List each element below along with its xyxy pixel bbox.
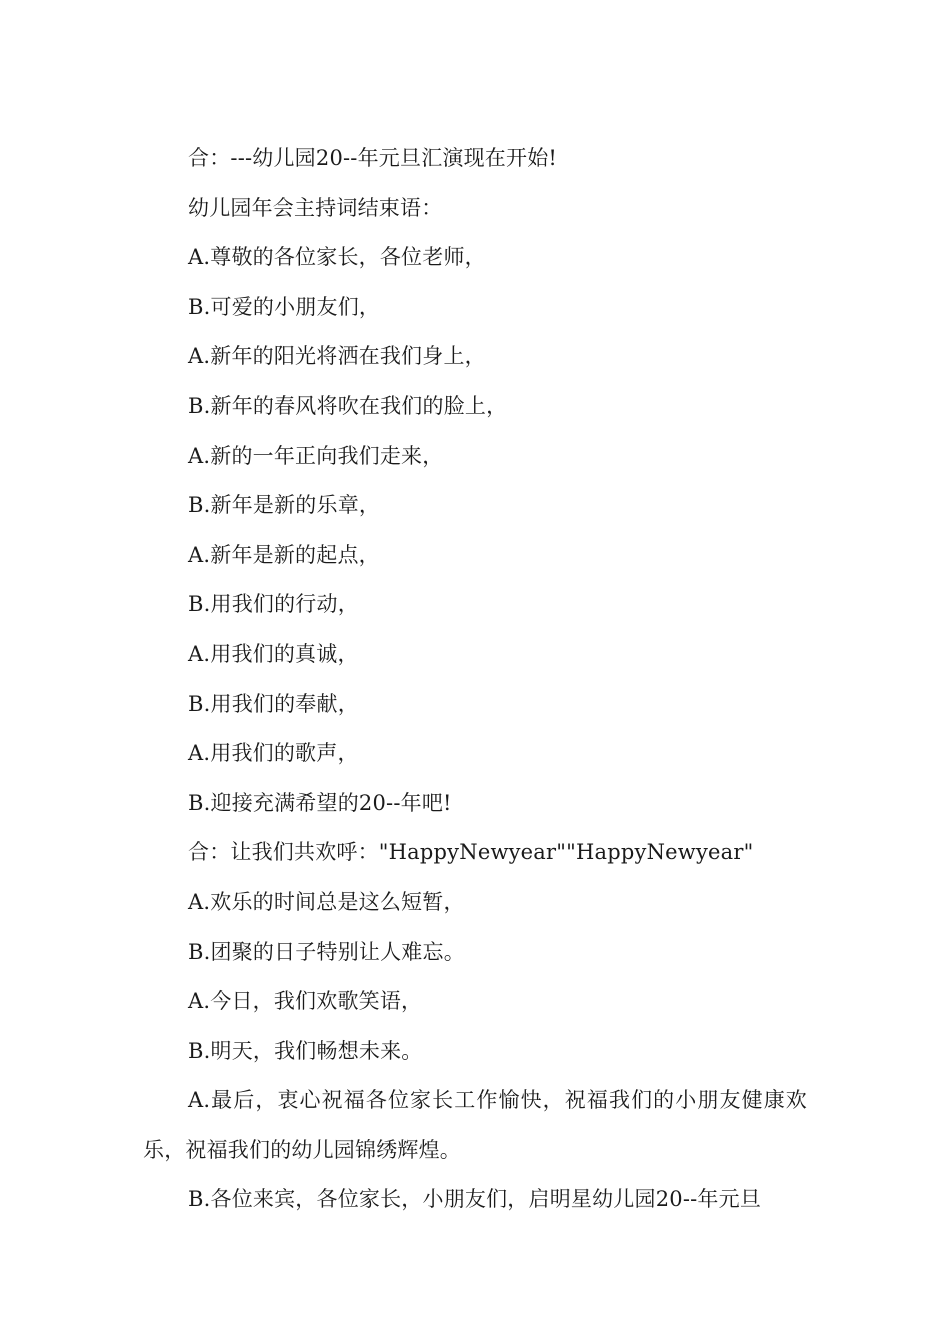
paragraph: 合：---幼儿园20--年元旦汇演现在开始! bbox=[188, 146, 558, 170]
paragraph: B.明天，我们畅想未来。 bbox=[188, 1038, 423, 1063]
paragraph: A.新的一年正向我们走来， bbox=[188, 443, 444, 468]
document-body bbox=[143, 134, 807, 1225]
paragraph: A.新年的阳光将洒在我们身上， bbox=[188, 344, 486, 369]
paragraph: B.团聚的日子特别让人难忘。 bbox=[188, 939, 465, 964]
paragraph: B.新年的春风将吹在我们的脸上， bbox=[188, 393, 508, 418]
paragraph: B.用我们的奉献， bbox=[188, 691, 359, 716]
paragraph: A.用我们的歌声， bbox=[188, 741, 359, 766]
paragraph: 合：让我们共欢呼："HappyNewyear""HappyNewyear" bbox=[188, 840, 754, 865]
paragraph: A.尊敬的各位家长，各位老师， bbox=[188, 245, 486, 270]
paragraph: B.迎接充满希望的20--年吧! bbox=[188, 790, 452, 815]
paragraph: A.最后，衷心祝福各位家长工作愉快，祝福我们的小朋友健康欢乐，祝福我们的幼儿园锦绣辉煌。 bbox=[143, 1088, 807, 1162]
paragraph: B.可爱的小朋友们， bbox=[188, 294, 381, 319]
paragraph: B.各位来宾，各位家长，小朋友们，启明星幼儿园20--年元旦 bbox=[188, 1187, 762, 1212]
paragraph: A.用我们的真诚， bbox=[188, 641, 359, 666]
paragraph: B.新年是新的乐章， bbox=[188, 493, 381, 518]
paragraph: A.新年是新的起点， bbox=[188, 542, 380, 567]
paragraph: A.欢乐的时间总是这么短暂， bbox=[188, 889, 465, 914]
paragraph: 幼儿园年会主持词结束语： bbox=[188, 195, 443, 220]
paragraph: B.用我们的行动， bbox=[188, 592, 359, 617]
paragraph: A.今日，我们欢歌笑语， bbox=[188, 989, 423, 1014]
